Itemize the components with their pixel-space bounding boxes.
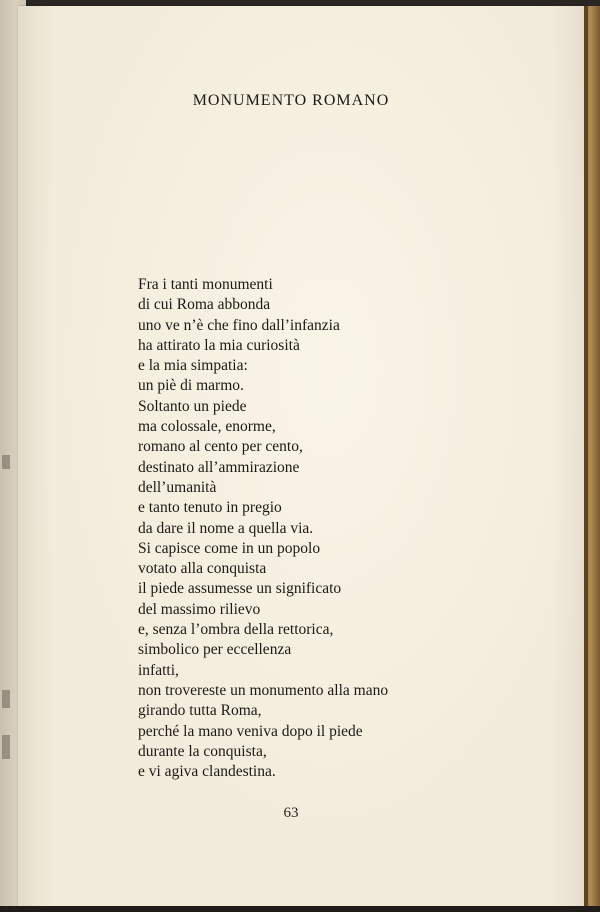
poem-line: simbolico per eccellenza bbox=[138, 641, 292, 659]
poem-line: uno ve n’è che fino dall’infanzia bbox=[138, 316, 340, 334]
ink-smudge bbox=[2, 735, 10, 759]
poem-line: ha attirato la mia curiosità bbox=[138, 336, 300, 354]
ink-smudge bbox=[2, 690, 10, 708]
poem-line: e la mia simpatia: bbox=[138, 357, 248, 375]
poem-line: del massimo rilievo bbox=[138, 600, 261, 618]
poem-line: e tanto tenuto in pregio bbox=[138, 499, 282, 517]
poem-line: Soltanto un piede bbox=[138, 397, 247, 415]
background-strip bbox=[0, 906, 600, 912]
poem-line: da dare il nome a quella via. bbox=[138, 519, 314, 537]
poem-text bbox=[138, 275, 388, 782]
poem-line: Fra i tanti monumenti bbox=[138, 276, 273, 293]
ink-smudge bbox=[2, 455, 10, 469]
poem-line: durante la conquista, bbox=[138, 742, 267, 760]
poem-line: girando tutta Roma, bbox=[138, 702, 262, 720]
poem-line: non trovereste un monumento alla mano bbox=[138, 681, 389, 699]
poem-line: e, senza l’ombra della rettorica, bbox=[138, 621, 334, 639]
poem-line: di cui Roma abbonda bbox=[138, 296, 271, 314]
poem-line: infatti, bbox=[138, 661, 179, 679]
page-number: 63 bbox=[283, 805, 299, 821]
poem-line: romano al cento per cento, bbox=[138, 438, 303, 456]
poem-line: il piede assumesse un significato bbox=[138, 580, 342, 598]
poem-line: destinato all’ammirazione bbox=[138, 458, 300, 476]
book-cover-edge bbox=[584, 6, 600, 906]
poem-line: Si capisce come in un popolo bbox=[138, 539, 321, 557]
poem-line: un piè di marmo. bbox=[138, 377, 244, 395]
poem-line: votato alla conquista bbox=[138, 560, 267, 578]
poem-line: e vi agiva clandestina. bbox=[138, 763, 276, 781]
poem-line: dell’umanità bbox=[138, 478, 217, 496]
poem-title: MONUMENTO ROMANO bbox=[192, 92, 390, 109]
poem-line: perché la mano veniva dopo il piede bbox=[138, 722, 363, 740]
poem-line: ma colossale, enorme, bbox=[138, 418, 276, 436]
cover-inner-edge bbox=[584, 6, 588, 906]
